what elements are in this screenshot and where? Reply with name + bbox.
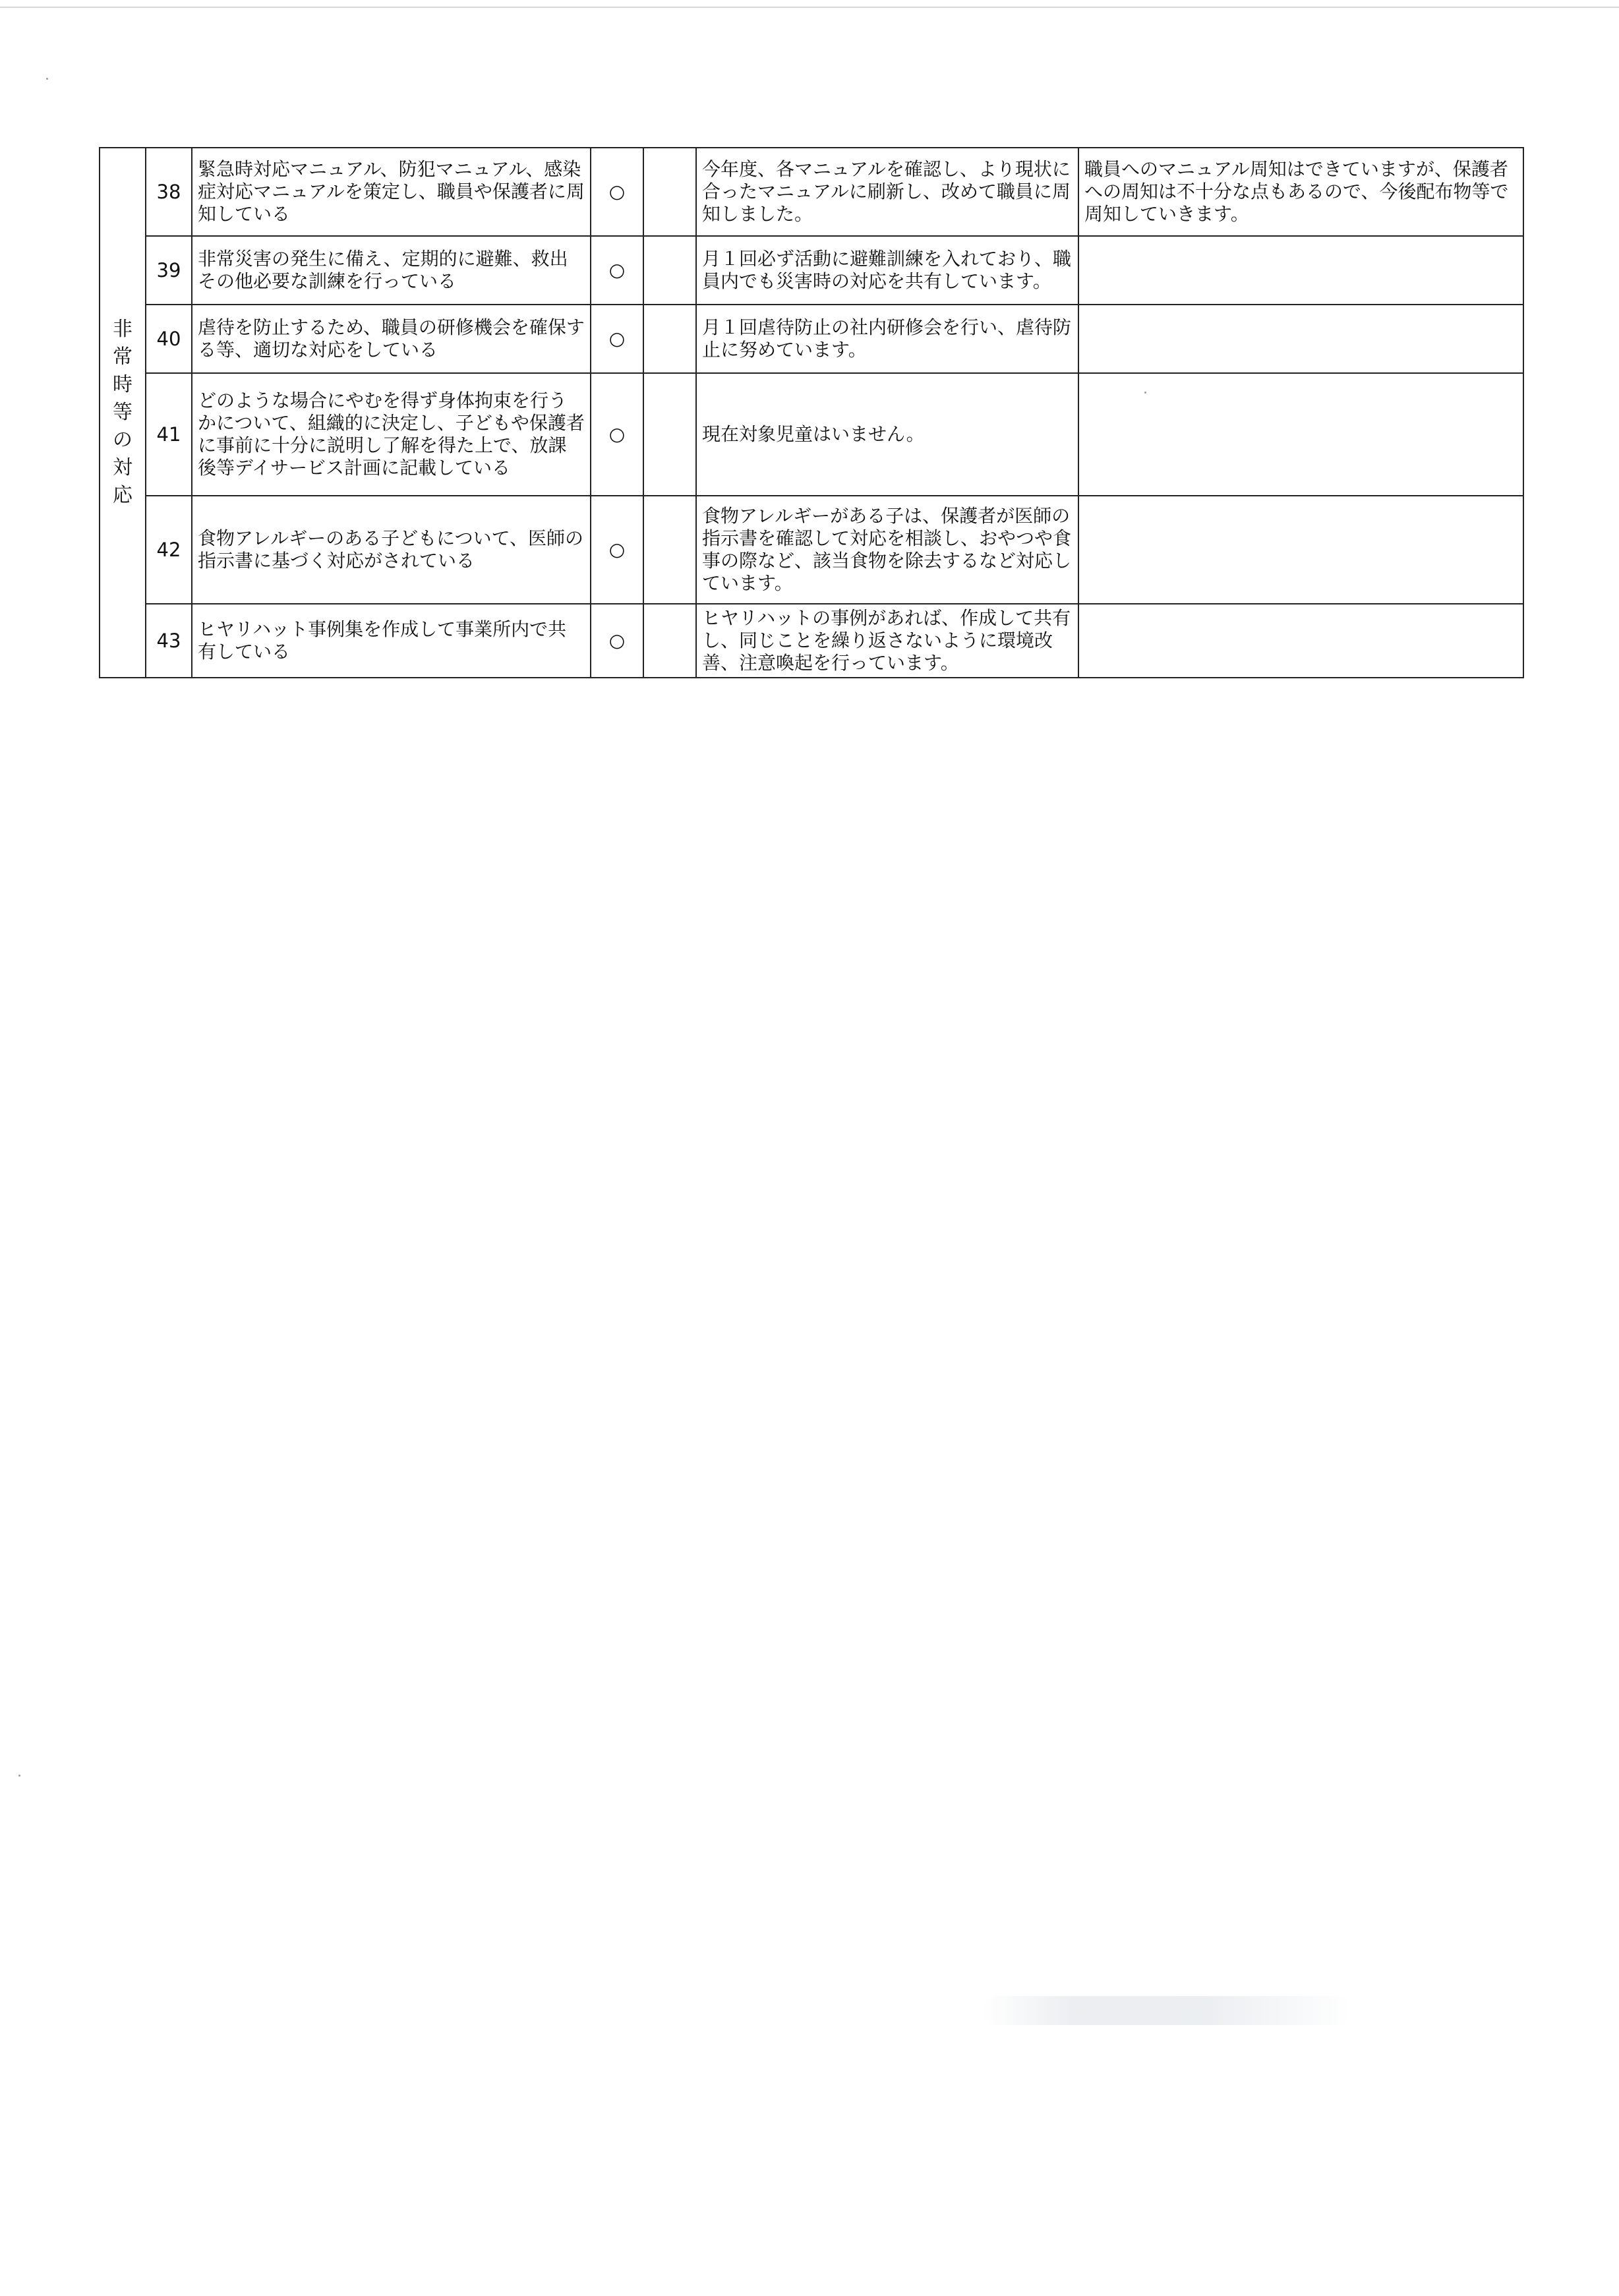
- status-note: ヒヤリハットの事例があれば、作成して共有し、同じことを繰り返さないように環境改善、注意喚起を行っています。: [696, 604, 1078, 678]
- table-row: [100, 305, 1523, 373]
- table-row: [100, 604, 1523, 678]
- no-mark: [643, 236, 696, 305]
- scan-smudge: [982, 1996, 1351, 2025]
- no-mark: [643, 373, 696, 496]
- item-number: 40: [146, 305, 192, 373]
- status-note: 月１回虐待防止の社内研修会を行い、虐待防止に努めています。: [696, 305, 1078, 373]
- no-mark: [643, 604, 696, 678]
- item-text: ヒヤリハット事例集を作成して事業所内で共有している: [192, 604, 591, 678]
- item-number: 42: [146, 496, 192, 604]
- yes-mark: ○: [591, 604, 643, 678]
- yes-mark: ○: [591, 373, 643, 496]
- table-row: [100, 236, 1523, 305]
- item-number: 38: [146, 148, 192, 236]
- category-label: 非常時等の対応: [113, 318, 132, 507]
- no-mark: [643, 496, 696, 604]
- item-text: 虐待を防止するため、職員の研修機会を確保する等、適切な対応をしている: [192, 305, 591, 373]
- improvement-remark: [1078, 496, 1523, 604]
- yes-mark: ○: [591, 148, 643, 236]
- item-number: 41: [146, 373, 192, 496]
- table-row: [100, 148, 1523, 236]
- scan-speck: [1144, 392, 1146, 394]
- improvement-remark: [1078, 236, 1523, 305]
- yes-mark: ○: [591, 305, 643, 373]
- status-note: 月１回必ず活動に避難訓練を入れており、職員内でも災害時の対応を共有しています。: [696, 236, 1078, 305]
- improvement-remark: [1078, 305, 1523, 373]
- yes-mark: ○: [591, 236, 643, 305]
- item-text: 食物アレルギーのある子どもについて、医師の指示書に基づく対応がされている: [192, 496, 591, 604]
- item-text: 非常災害の発生に備え、定期的に避難、救出その他必要な訓練を行っている: [192, 236, 591, 305]
- status-note: 食物アレルギーがある子は、保護者が医師の指示書を確認して対応を相談し、おやつや食事の際など、該当食物を除去するなど対応しています。: [696, 496, 1078, 604]
- table-row: [100, 496, 1523, 604]
- table-row: [100, 373, 1523, 496]
- item-text: どのような場合にやむを得ず身体拘束を行うかについて、組織的に決定し、子どもや保護者に事前に十分に説明し了解を得た上で、放課後等デイサービス計画に記載している: [192, 373, 591, 496]
- category-cell: [100, 148, 146, 678]
- scan-speck: [46, 78, 48, 80]
- evaluation-table: [99, 147, 1524, 678]
- no-mark: [643, 305, 696, 373]
- status-note: 現在対象児童はいません。: [696, 373, 1078, 496]
- scan-speck: [18, 1775, 20, 1777]
- yes-mark: ○: [591, 496, 643, 604]
- item-text: 緊急時対応マニュアル、防犯マニュアル、感染症対応マニュアルを策定し、職員や保護者に周知している: [192, 148, 591, 236]
- improvement-remark: [1078, 604, 1523, 678]
- item-number: 39: [146, 236, 192, 305]
- no-mark: [643, 148, 696, 236]
- status-note: 今年度、各マニュアルを確認し、より現状に合ったマニュアルに刷新し、改めて職員に周知しました。: [696, 148, 1078, 236]
- page-top-edge: [0, 7, 1619, 8]
- item-number: 43: [146, 604, 192, 678]
- improvement-remark: 職員へのマニュアル周知はできていますが、保護者への周知は不十分な点もあるので、今後配布物等で周知していきます。: [1078, 148, 1523, 236]
